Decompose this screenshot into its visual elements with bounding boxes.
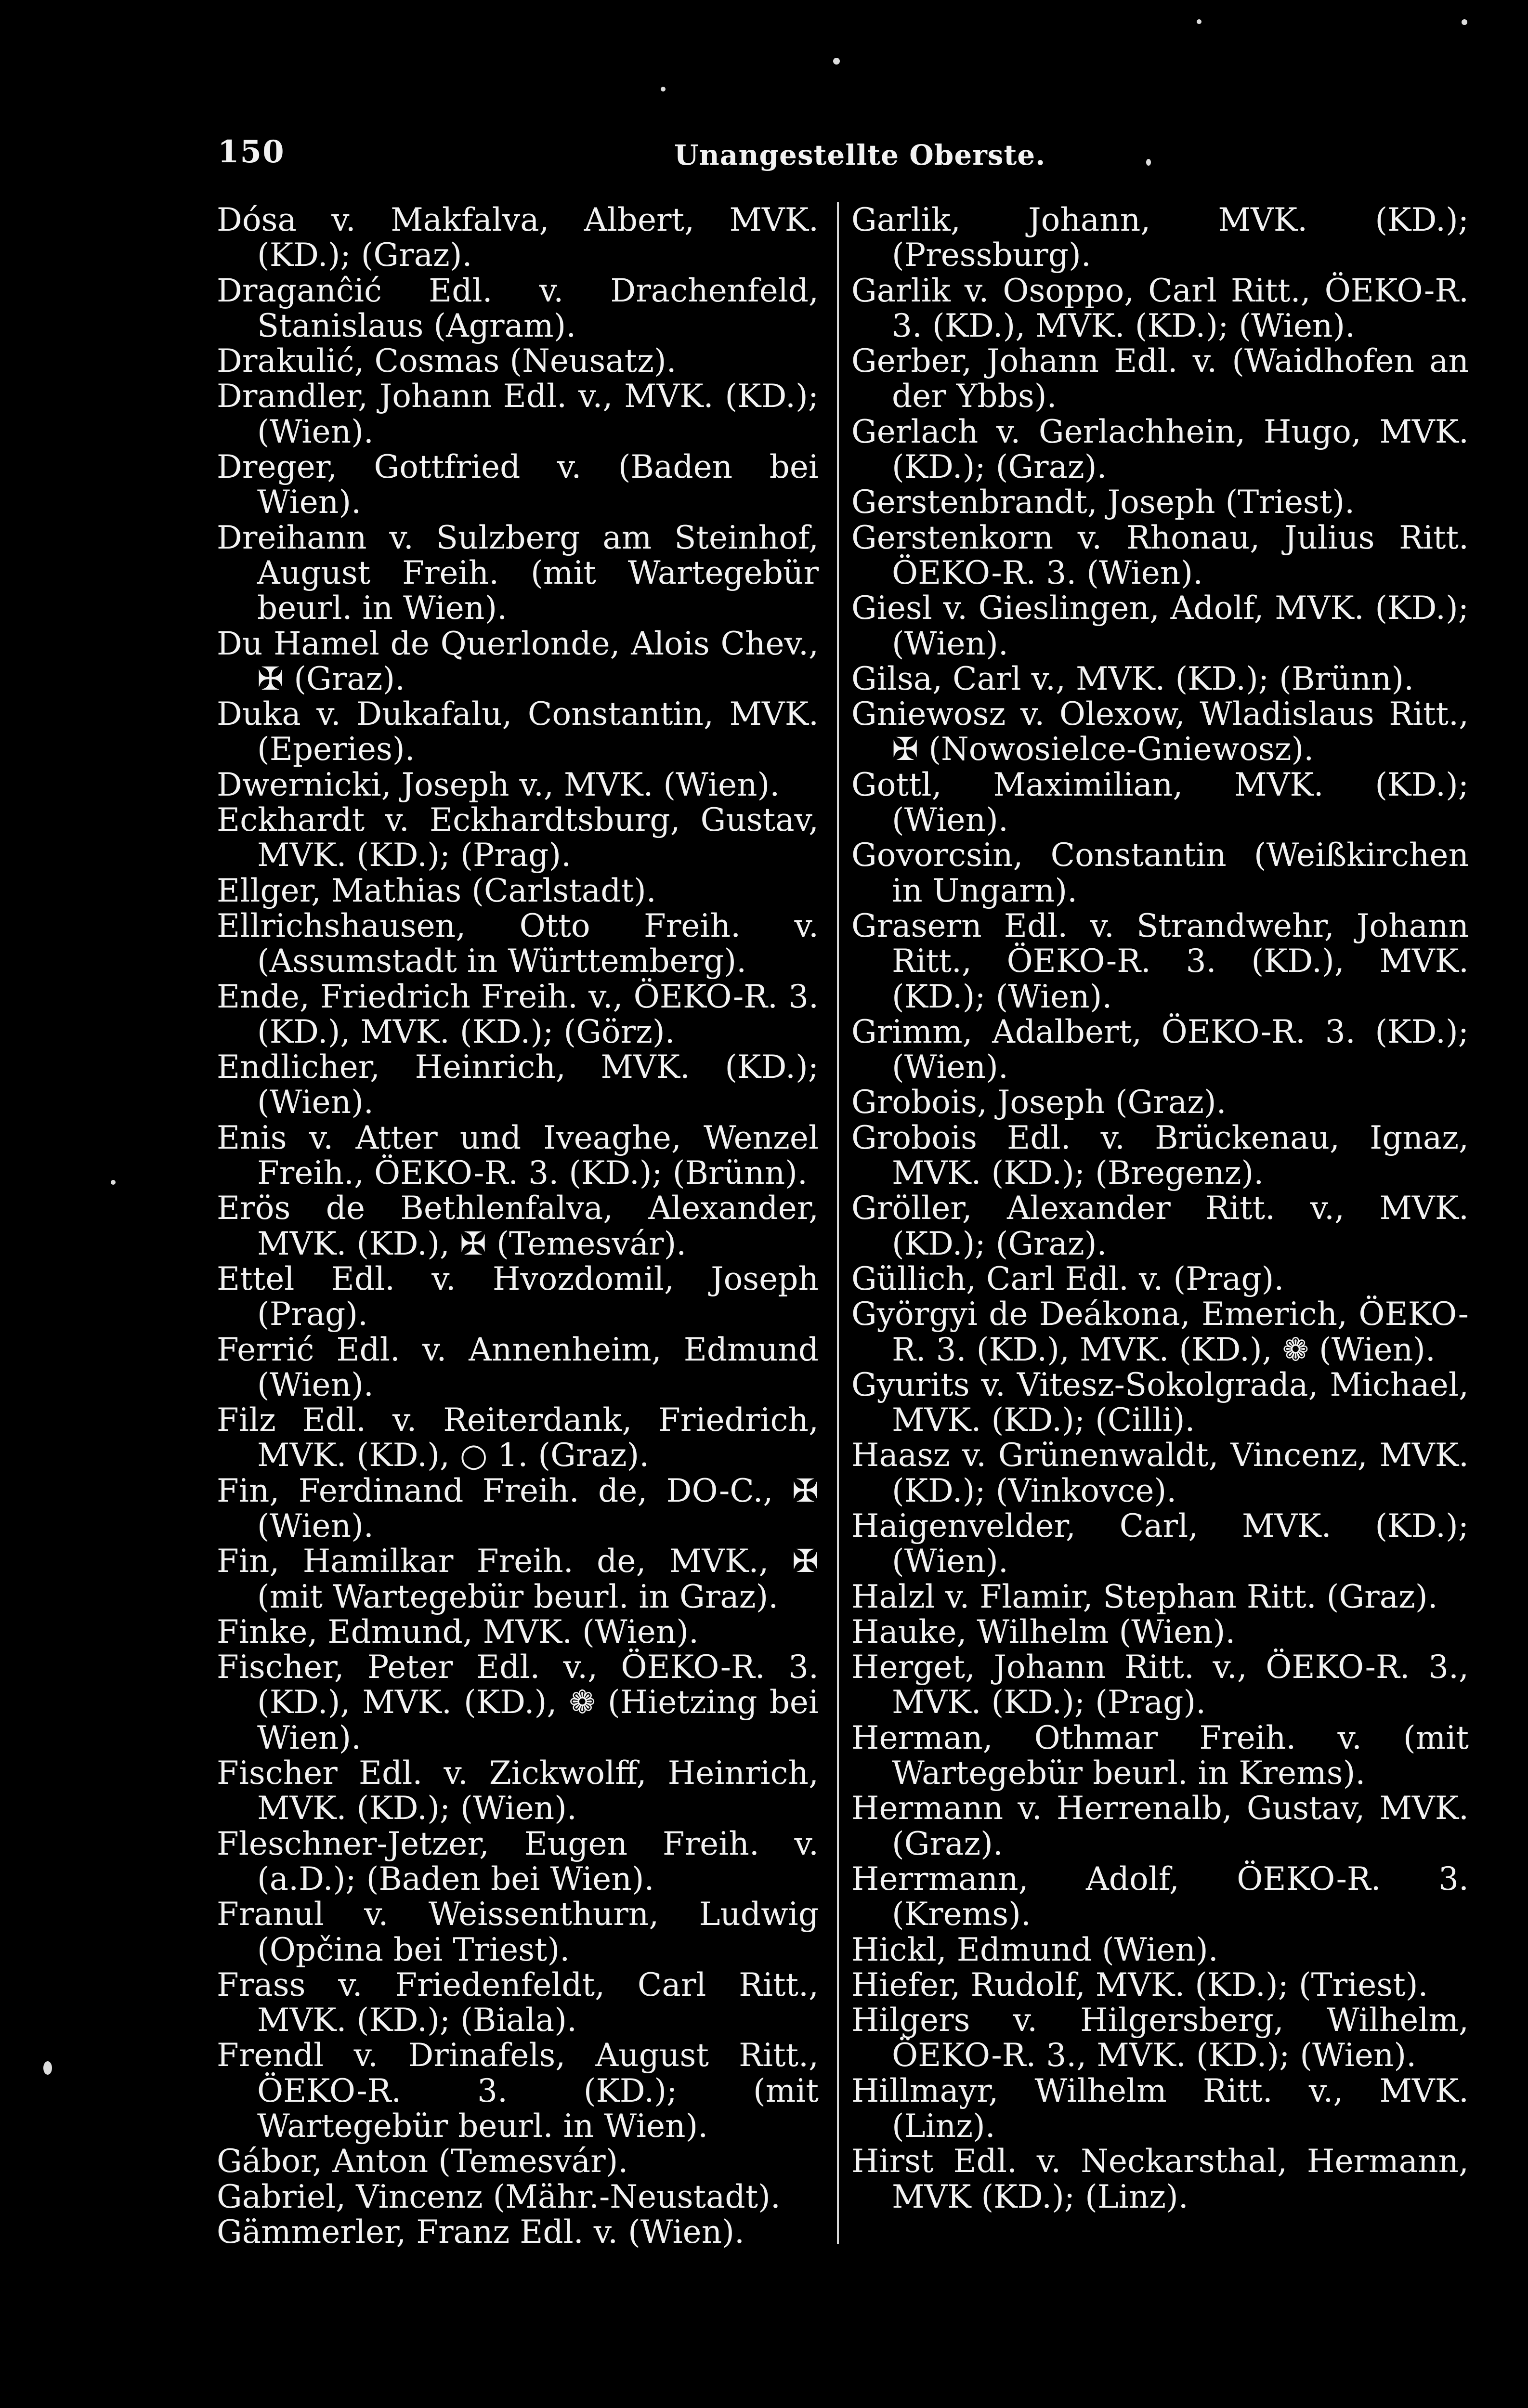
scan-speck xyxy=(1462,19,1467,25)
scan-speck xyxy=(833,58,840,65)
list-item: Hillmayr, Wilhelm Ritt. v., MVK. (Linz). xyxy=(851,2072,1469,2145)
scan-speck xyxy=(1197,19,1202,24)
list-item: Fin, Ferdinand Freih. de, DO-C., ✠ (Wien). xyxy=(217,1472,819,1544)
list-item: Endlicher, Heinrich, MVK. (KD.); (Wien). xyxy=(217,1048,819,1121)
list-item: Erös de Bethlenfalva, Alexander, MVK. (KD.), ✠ (Temesvár). xyxy=(217,1190,819,1262)
left-column xyxy=(217,202,819,2250)
list-item: Grobois, Joseph (Graz). xyxy=(851,1084,1227,1121)
list-item: Enis v. Atter und Iveaghe, Wenzel Freih., ÖEKO-R. 3. (KD.); (Brünn). xyxy=(217,1119,819,1192)
list-item: Herrmann, Adolf, ÖEKO-R. 3. (Krems). xyxy=(851,1860,1469,1933)
list-item: Gerstenbrandt, Joseph (Triest). xyxy=(851,484,1355,521)
list-item: Du Hamel de Querlonde, Alois Chev., ✠ (Graz). xyxy=(217,625,819,697)
list-item: Haigenvelder, Carl, MVK. (KD.); (Wien). xyxy=(851,1507,1469,1580)
list-item: Drakulić, Cosmas (Neusatz). xyxy=(217,342,677,380)
list-item: Hermann v. Herrenalb, Gustav, MVK. (Graz). xyxy=(851,1790,1469,1862)
list-item: Duka v. Dukafalu, Constantin, MVK. (Eperies). xyxy=(217,695,819,768)
list-item: Hilgers v. Hilgersberg, Wilhelm, ÖEKO-R. 3., MVK. (KD.); (Wien). xyxy=(851,2002,1469,2074)
list-item: Ellger, Mathias (Carlstadt). xyxy=(217,872,656,909)
list-item: Halzl v. Flamir, Stephan Ritt. (Graz). xyxy=(851,1578,1438,1615)
scan-speck xyxy=(43,2061,52,2075)
list-item: Herget, Johann Ritt. v., ÖEKO-R. 3., MVK. (KD.); (Prag). xyxy=(851,1649,1469,1721)
list-item: Gábor, Anton (Temesvár). xyxy=(217,2143,628,2180)
list-item: Draganĉić Edl. v. Drachenfeld, Stanislaus (Agram). xyxy=(217,272,819,344)
scan-speck xyxy=(1146,159,1151,166)
list-item: Güllich, Carl Edl. v. (Prag). xyxy=(851,1260,1284,1297)
page-header xyxy=(0,134,1528,177)
list-item: Gerber, Johann Edl. v. (Waidhofen an der Ybbs). xyxy=(851,342,1469,415)
list-item: Györgyi de Deákona, Emerich, ÖEKO-R. 3. (KD.), MVK. (KD.), ❁ (Wien). xyxy=(851,1296,1469,1368)
list-item: Fleschner-Jetzer, Eugen Freih. v. (a.D.); (Baden bei Wien). xyxy=(217,1825,819,1898)
list-item: Dwernicki, Joseph v., MVK. (Wien). xyxy=(217,766,780,803)
list-item: Dreger, Gottfried v. (Baden bei Wien). xyxy=(217,448,819,521)
list-item: Dósa v. Makfalva, Albert, MVK. (KD.); (Graz). xyxy=(217,201,819,274)
list-item: Fischer, Peter Edl. v., ÖEKO-R. 3. (KD.), MVK. (KD.), ❁ (Hietzing bei Wien). xyxy=(217,1649,819,1756)
list-item: Ettel Edl. v. Hvozdomil, Joseph (Prag). xyxy=(217,1260,819,1333)
list-item: Gerlach v. Gerlachhein, Hugo, MVK. (KD.); (Graz). xyxy=(851,413,1469,486)
column-divider xyxy=(837,202,839,2244)
list-item: Fin, Hamilkar Freih. de, MVK., ✠ (mit Wartegebür beurl. in Graz). xyxy=(217,1543,819,1615)
list-item: Gröller, Alexander Ritt. v., MVK. (KD.); (Graz). xyxy=(851,1190,1469,1262)
scan-speck xyxy=(111,1180,116,1185)
list-item: Grasern Edl. v. Strandwehr, Johann Ritt., ÖEKO-R. 3. (KD.), MVK. (KD.); (Wien). xyxy=(851,907,1469,1015)
list-item: Grimm, Adalbert, ÖEKO-R. 3. (KD.); (Wien). xyxy=(851,1013,1469,1086)
list-item: Govorcsin, Constantin (Weißkirchen in Ungarn). xyxy=(851,837,1469,909)
running-title: Unangestellte Oberste. xyxy=(674,139,1046,171)
list-item: Giesl v. Gieslingen, Adolf, MVK. (KD.); (Wien). xyxy=(851,589,1469,662)
list-item: Franul v. Weissenthurn, Ludwig (Opčina bei Triest). xyxy=(217,1896,819,1968)
list-item: Gilsa, Carl v., MVK. (KD.); (Brünn). xyxy=(851,660,1414,697)
right-column xyxy=(851,202,1469,2214)
list-item: Fischer Edl. v. Zickwolff, Heinrich, MVK. (KD.); (Wien). xyxy=(217,1754,819,1827)
list-item: Haasz v. Grünenwaldt, Vincenz, MVK. (KD.); (Vinkovce). xyxy=(851,1437,1469,1509)
list-item: Hirst Edl. v. Neckarsthal, Hermann, MVK (KD.); (Linz). xyxy=(851,2143,1469,2215)
scan-speck xyxy=(661,87,666,92)
list-item: Ellrichshausen, Otto Freih. v. (Assumstadt in Württemberg). xyxy=(217,907,819,980)
list-item: Ferrić Edl. v. Annenheim, Edmund (Wien). xyxy=(217,1331,819,1403)
list-item: Gämmerler, Franz Edl. v. (Wien). xyxy=(217,2213,744,2251)
list-item: Dreihann v. Sulzberg am Steinhof, August Freih. (mit Wartegebür beurl. in Wien). xyxy=(217,519,819,627)
list-item: Garlik, Johann, MVK. (KD.); (Pressburg). xyxy=(851,201,1469,274)
list-item: Gniewosz v. Olexow, Wladislaus Ritt., ✠ (Nowosielce-Gniewosz). xyxy=(851,695,1469,768)
list-item: Gottl, Maximilian, MVK. (KD.); (Wien). xyxy=(851,766,1469,839)
list-item: Herman, Othmar Freih. v. (mit Wartegebür beurl. in Krems). xyxy=(851,1719,1469,1792)
list-item: Gerstenkorn v. Rhonau, Julius Ritt. ÖEKO-R. 3. (Wien). xyxy=(851,519,1469,591)
list-item: Garlik v. Osoppo, Carl Ritt., ÖEKO-R. 3. (KD.), MVK. (KD.); (Wien). xyxy=(851,272,1469,344)
list-item: Eckhardt v. Eckhardtsburg, Gustav, MVK. (KD.); (Prag). xyxy=(217,801,819,874)
list-item: Filz Edl. v. Reiterdank, Friedrich, MVK. (KD.), ○ 1. (Graz). xyxy=(217,1401,819,1474)
list-item: Grobois Edl. v. Brückenau, Ignaz, MVK. (KD.); (Bregenz). xyxy=(851,1119,1469,1192)
list-item: Gabriel, Vincenz (Mähr.-Neustadt). xyxy=(217,2178,781,2215)
list-item: Frass v. Friedenfeldt, Carl Ritt., MVK. (KD.); (Biala). xyxy=(217,1966,819,2039)
list-item: Hauke, Wilhelm (Wien). xyxy=(851,1613,1236,1650)
page-number: 150 xyxy=(218,134,285,170)
list-item: Drandler, Johann Edl. v., MVK. (KD.); (Wien). xyxy=(217,378,819,450)
list-item: Hickl, Edmund (Wien). xyxy=(851,1931,1218,1968)
list-item: Hiefer, Rudolf, MVK. (KD.); (Triest). xyxy=(851,1966,1428,2003)
list-item: Frendl v. Drinafels, August Ritt., ÖEKO-R. 3. (KD.); (mit Wartegebür beurl. in Wien). xyxy=(217,2037,819,2145)
list-item: Gyurits v. Vitesz-Sokolgrada, Michael, MVK. (KD.); (Cilli). xyxy=(851,1366,1469,1439)
list-item: Ende, Friedrich Freih. v., ÖEKO-R. 3. (KD.), MVK. (KD.); (Görz). xyxy=(217,978,819,1050)
list-item: Finke, Edmund, MVK. (Wien). xyxy=(217,1613,699,1650)
